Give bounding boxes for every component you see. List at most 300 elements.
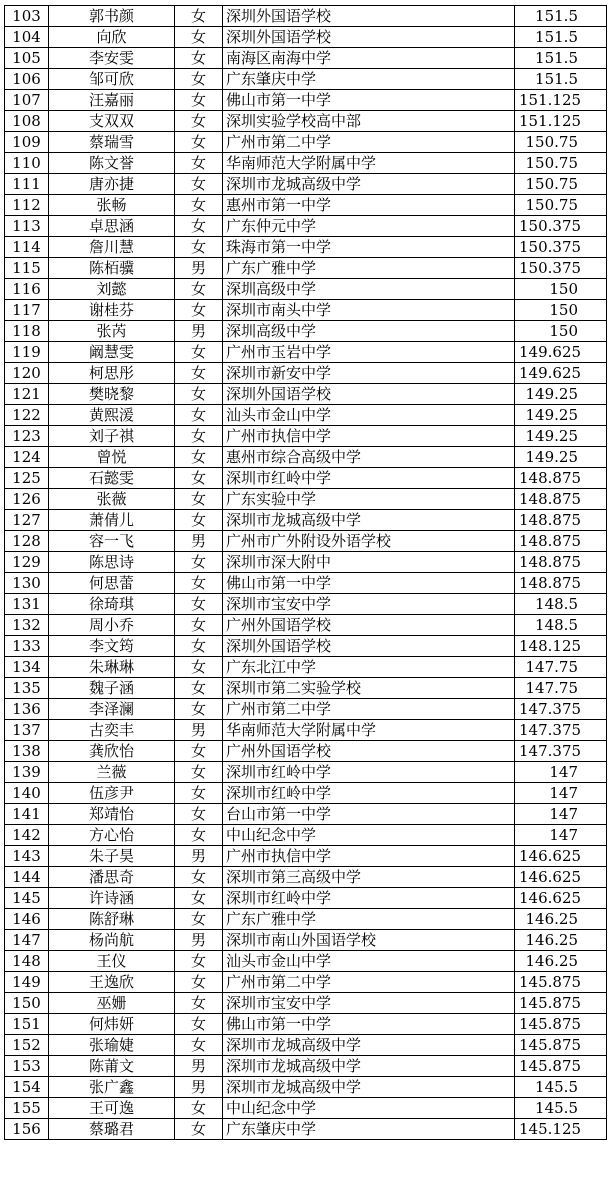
gender-cell: 女 (175, 237, 223, 258)
school-cell: 惠州市综合高级中学 (223, 447, 515, 468)
name-cell: 张广鑫 (49, 1077, 175, 1098)
rank-cell: 153 (5, 1056, 49, 1077)
gender-cell: 女 (175, 216, 223, 237)
table-row (5, 531, 607, 552)
score-cell: 147.375 (515, 741, 607, 762)
rank-cell: 152 (5, 1035, 49, 1056)
table-row (5, 636, 607, 657)
gender-cell: 女 (175, 510, 223, 531)
name-cell: 蔡璐君 (49, 1119, 175, 1140)
school-cell: 佛山市第一中学 (223, 1014, 515, 1035)
rank-cell: 144 (5, 867, 49, 888)
school-cell: 广州市玉岩中学 (223, 342, 515, 363)
rank-cell: 107 (5, 90, 49, 111)
table-row (5, 258, 607, 279)
rank-cell: 141 (5, 804, 49, 825)
score-cell: 148.125 (515, 636, 607, 657)
table-row (5, 972, 607, 993)
gender-cell: 男 (175, 720, 223, 741)
table-row (5, 69, 607, 90)
name-cell: 陈文誉 (49, 153, 175, 174)
table-row (5, 342, 607, 363)
school-cell: 深圳外国语学校 (223, 27, 515, 48)
gender-cell: 女 (175, 552, 223, 573)
rank-cell: 143 (5, 846, 49, 867)
name-cell: 巫姗 (49, 993, 175, 1014)
school-cell: 汕头市金山中学 (223, 951, 515, 972)
score-cell: 146.25 (515, 909, 607, 930)
name-cell: 古奕丰 (49, 720, 175, 741)
table-row (5, 573, 607, 594)
name-cell: 王逸欣 (49, 972, 175, 993)
score-cell: 150.375 (515, 258, 607, 279)
gender-cell: 女 (175, 132, 223, 153)
table-row (5, 762, 607, 783)
score-cell: 147 (515, 804, 607, 825)
school-cell: 中山纪念中学 (223, 825, 515, 846)
table-row (5, 132, 607, 153)
school-cell: 深圳市第二实验学校 (223, 678, 515, 699)
score-cell: 149.625 (515, 363, 607, 384)
rank-cell: 104 (5, 27, 49, 48)
score-cell: 147 (515, 783, 607, 804)
rank-cell: 119 (5, 342, 49, 363)
rank-cell: 146 (5, 909, 49, 930)
name-cell: 朱子昊 (49, 846, 175, 867)
table-row (5, 111, 607, 132)
name-cell: 龚欣怡 (49, 741, 175, 762)
score-cell: 147.75 (515, 657, 607, 678)
table-row (5, 1014, 607, 1035)
gender-cell: 女 (175, 741, 223, 762)
score-cell: 148.875 (515, 510, 607, 531)
gender-cell: 女 (175, 69, 223, 90)
gender-cell: 女 (175, 363, 223, 384)
rank-cell: 129 (5, 552, 49, 573)
rank-cell: 110 (5, 153, 49, 174)
score-cell: 150.375 (515, 237, 607, 258)
score-cell: 151.5 (515, 27, 607, 48)
name-cell: 徐琦琪 (49, 594, 175, 615)
score-cell: 145.875 (515, 993, 607, 1014)
table-row (5, 594, 607, 615)
gender-cell: 女 (175, 783, 223, 804)
gender-cell: 女 (175, 909, 223, 930)
school-cell: 深圳实验学校高中部 (223, 111, 515, 132)
table-row (5, 468, 607, 489)
name-cell: 李文筠 (49, 636, 175, 657)
name-cell: 张瑜婕 (49, 1035, 175, 1056)
table-row (5, 552, 607, 573)
table-row (5, 237, 607, 258)
name-cell: 刘懿 (49, 279, 175, 300)
rank-cell: 103 (5, 6, 49, 27)
name-cell: 许诗涵 (49, 888, 175, 909)
gender-cell: 女 (175, 195, 223, 216)
gender-cell: 女 (175, 300, 223, 321)
score-cell: 145.875 (515, 1014, 607, 1035)
name-cell: 支双双 (49, 111, 175, 132)
table-row (5, 825, 607, 846)
rank-cell: 138 (5, 741, 49, 762)
name-cell: 方心怡 (49, 825, 175, 846)
table-row (5, 846, 607, 867)
score-cell: 151.125 (515, 111, 607, 132)
school-cell: 深圳外国语学校 (223, 384, 515, 405)
school-cell: 深圳市红岭中学 (223, 762, 515, 783)
score-cell: 147 (515, 825, 607, 846)
name-cell: 容一飞 (49, 531, 175, 552)
score-cell: 150.75 (515, 132, 607, 153)
name-cell: 兰薇 (49, 762, 175, 783)
name-cell: 何炜妍 (49, 1014, 175, 1035)
school-cell: 台山市第一中学 (223, 804, 515, 825)
table-row (5, 153, 607, 174)
school-cell: 广州市执信中学 (223, 846, 515, 867)
name-cell: 向欣 (49, 27, 175, 48)
table-row (5, 699, 607, 720)
table-row (5, 384, 607, 405)
gender-cell: 女 (175, 867, 223, 888)
rank-cell: 117 (5, 300, 49, 321)
name-cell: 周小乔 (49, 615, 175, 636)
gender-cell: 女 (175, 27, 223, 48)
table-row (5, 447, 607, 468)
score-cell: 146.625 (515, 888, 607, 909)
school-cell: 深圳市宝安中学 (223, 993, 515, 1014)
table-row (5, 195, 607, 216)
name-cell: 樊晓黎 (49, 384, 175, 405)
name-cell: 谢桂芬 (49, 300, 175, 321)
table-row (5, 783, 607, 804)
rank-cell: 115 (5, 258, 49, 279)
rank-cell: 106 (5, 69, 49, 90)
school-cell: 广州市第二中学 (223, 699, 515, 720)
name-cell: 张芮 (49, 321, 175, 342)
gender-cell: 女 (175, 174, 223, 195)
score-cell: 146.625 (515, 867, 607, 888)
rank-cell: 135 (5, 678, 49, 699)
rank-cell: 123 (5, 426, 49, 447)
school-cell: 广州市广外附设外语学校 (223, 531, 515, 552)
rank-cell: 105 (5, 48, 49, 69)
gender-cell: 女 (175, 993, 223, 1014)
table-row (5, 174, 607, 195)
table-row (5, 363, 607, 384)
score-cell: 148.5 (515, 594, 607, 615)
score-cell: 149.25 (515, 384, 607, 405)
score-cell: 151.5 (515, 69, 607, 90)
score-cell: 145.875 (515, 972, 607, 993)
gender-cell: 女 (175, 153, 223, 174)
table-row (5, 27, 607, 48)
school-cell: 佛山市第一中学 (223, 573, 515, 594)
score-cell: 150.75 (515, 195, 607, 216)
score-cell: 148.875 (515, 573, 607, 594)
gender-cell: 女 (175, 489, 223, 510)
gender-cell: 女 (175, 384, 223, 405)
name-cell: 伍彦尹 (49, 783, 175, 804)
gender-cell: 女 (175, 405, 223, 426)
score-cell: 150 (515, 279, 607, 300)
gender-cell: 男 (175, 930, 223, 951)
table-row (5, 615, 607, 636)
table-row (5, 909, 607, 930)
school-cell: 深圳市龙城高级中学 (223, 174, 515, 195)
score-table-body (5, 6, 607, 1140)
name-cell: 李安雯 (49, 48, 175, 69)
rank-cell: 147 (5, 930, 49, 951)
gender-cell: 女 (175, 1035, 223, 1056)
school-cell: 深圳外国语学校 (223, 636, 515, 657)
rank-cell: 150 (5, 993, 49, 1014)
table-row (5, 678, 607, 699)
table-row (5, 6, 607, 27)
score-cell: 146.25 (515, 951, 607, 972)
gender-cell: 女 (175, 888, 223, 909)
gender-cell: 女 (175, 6, 223, 27)
school-cell: 佛山市第一中学 (223, 90, 515, 111)
gender-cell: 女 (175, 972, 223, 993)
table-row (5, 1098, 607, 1119)
school-cell: 南海区南海中学 (223, 48, 515, 69)
school-cell: 深圳市新安中学 (223, 363, 515, 384)
gender-cell: 女 (175, 48, 223, 69)
score-cell: 145.875 (515, 1056, 607, 1077)
name-cell: 卓思涵 (49, 216, 175, 237)
rank-cell: 116 (5, 279, 49, 300)
score-cell: 147.75 (515, 678, 607, 699)
gender-cell: 女 (175, 468, 223, 489)
score-cell: 148.875 (515, 531, 607, 552)
gender-cell: 女 (175, 1119, 223, 1140)
name-cell: 杨尚航 (49, 930, 175, 951)
school-cell: 深圳市红岭中学 (223, 468, 515, 489)
name-cell: 郑靖怡 (49, 804, 175, 825)
school-cell: 深圳市宝安中学 (223, 594, 515, 615)
table-row (5, 888, 607, 909)
school-cell: 广东北江中学 (223, 657, 515, 678)
score-cell: 148.875 (515, 468, 607, 489)
rank-cell: 151 (5, 1014, 49, 1035)
table-row (5, 867, 607, 888)
table-row (5, 951, 607, 972)
name-cell: 邹可欣 (49, 69, 175, 90)
name-cell: 潘思奇 (49, 867, 175, 888)
rank-cell: 122 (5, 405, 49, 426)
school-cell: 广东广雅中学 (223, 258, 515, 279)
rank-cell: 114 (5, 237, 49, 258)
name-cell: 魏子涵 (49, 678, 175, 699)
table-row (5, 1035, 607, 1056)
school-cell: 广州市第二中学 (223, 132, 515, 153)
gender-cell: 男 (175, 258, 223, 279)
score-cell: 148.875 (515, 552, 607, 573)
gender-cell: 女 (175, 426, 223, 447)
gender-cell: 女 (175, 1014, 223, 1035)
rank-cell: 149 (5, 972, 49, 993)
rank-cell: 124 (5, 447, 49, 468)
name-cell: 陈莆文 (49, 1056, 175, 1077)
rank-cell: 134 (5, 657, 49, 678)
name-cell: 张畅 (49, 195, 175, 216)
table-row (5, 426, 607, 447)
school-cell: 广州市执信中学 (223, 426, 515, 447)
score-cell: 151.5 (515, 48, 607, 69)
rank-cell: 118 (5, 321, 49, 342)
name-cell: 汪嘉丽 (49, 90, 175, 111)
school-cell: 深圳市龙城高级中学 (223, 510, 515, 531)
rank-cell: 154 (5, 1077, 49, 1098)
table-row (5, 90, 607, 111)
rank-cell: 132 (5, 615, 49, 636)
score-cell: 146.25 (515, 930, 607, 951)
score-cell: 146.625 (515, 846, 607, 867)
score-cell: 147 (515, 762, 607, 783)
rank-cell: 126 (5, 489, 49, 510)
rank-cell: 155 (5, 1098, 49, 1119)
gender-cell: 女 (175, 699, 223, 720)
score-cell: 151.5 (515, 6, 607, 27)
rank-cell: 139 (5, 762, 49, 783)
rank-cell: 113 (5, 216, 49, 237)
school-cell: 广东仲元中学 (223, 216, 515, 237)
school-cell: 深圳市红岭中学 (223, 783, 515, 804)
name-cell: 朱琳琳 (49, 657, 175, 678)
school-cell: 中山纪念中学 (223, 1098, 515, 1119)
rank-cell: 142 (5, 825, 49, 846)
table-row (5, 1119, 607, 1140)
gender-cell: 女 (175, 573, 223, 594)
table-row (5, 1056, 607, 1077)
score-cell: 149.25 (515, 426, 607, 447)
school-cell: 深圳外国语学校 (223, 6, 515, 27)
table-row (5, 930, 607, 951)
score-cell: 150.375 (515, 216, 607, 237)
score-cell: 147.375 (515, 699, 607, 720)
gender-cell: 女 (175, 90, 223, 111)
rank-cell: 120 (5, 363, 49, 384)
rank-cell: 121 (5, 384, 49, 405)
school-cell: 华南师范大学附属中学 (223, 153, 515, 174)
table-row (5, 993, 607, 1014)
gender-cell: 女 (175, 636, 223, 657)
table-row (5, 216, 607, 237)
school-cell: 惠州市第一中学 (223, 195, 515, 216)
gender-cell: 女 (175, 615, 223, 636)
school-cell: 深圳市红岭中学 (223, 888, 515, 909)
school-cell: 深圳高级中学 (223, 279, 515, 300)
rank-cell: 108 (5, 111, 49, 132)
rank-cell: 133 (5, 636, 49, 657)
gender-cell: 男 (175, 846, 223, 867)
school-cell: 广州外国语学校 (223, 615, 515, 636)
score-cell: 148.875 (515, 489, 607, 510)
rank-cell: 145 (5, 888, 49, 909)
score-cell: 150.75 (515, 174, 607, 195)
name-cell: 唐亦捷 (49, 174, 175, 195)
school-cell: 广东广雅中学 (223, 909, 515, 930)
score-table (4, 5, 607, 1140)
score-cell: 150 (515, 321, 607, 342)
rank-cell: 156 (5, 1119, 49, 1140)
gender-cell: 女 (175, 342, 223, 363)
table-row (5, 489, 607, 510)
gender-cell: 女 (175, 1098, 223, 1119)
score-cell: 151.125 (515, 90, 607, 111)
gender-cell: 男 (175, 321, 223, 342)
school-cell: 广州外国语学校 (223, 741, 515, 762)
table-row (5, 741, 607, 762)
score-cell: 147.375 (515, 720, 607, 741)
table-row (5, 1077, 607, 1098)
name-cell: 曾悦 (49, 447, 175, 468)
gender-cell: 女 (175, 678, 223, 699)
rank-cell: 136 (5, 699, 49, 720)
rank-cell: 130 (5, 573, 49, 594)
score-cell: 145.5 (515, 1098, 607, 1119)
school-cell: 广东实验中学 (223, 489, 515, 510)
school-cell: 深圳市龙城高级中学 (223, 1056, 515, 1077)
gender-cell: 男 (175, 1077, 223, 1098)
name-cell: 阚慧雯 (49, 342, 175, 363)
school-cell: 深圳市第三高级中学 (223, 867, 515, 888)
school-cell: 华南师范大学附属中学 (223, 720, 515, 741)
score-cell: 149.25 (515, 447, 607, 468)
table-row (5, 405, 607, 426)
gender-cell: 女 (175, 804, 223, 825)
name-cell: 蔡瑞雪 (49, 132, 175, 153)
score-cell: 149.625 (515, 342, 607, 363)
gender-cell: 女 (175, 447, 223, 468)
table-row (5, 300, 607, 321)
school-cell: 深圳高级中学 (223, 321, 515, 342)
name-cell: 刘子祺 (49, 426, 175, 447)
gender-cell: 女 (175, 594, 223, 615)
rank-cell: 131 (5, 594, 49, 615)
gender-cell: 女 (175, 825, 223, 846)
name-cell: 王仪 (49, 951, 175, 972)
rank-cell: 128 (5, 531, 49, 552)
table-row (5, 48, 607, 69)
table-row (5, 279, 607, 300)
school-cell: 深圳市龙城高级中学 (223, 1035, 515, 1056)
rank-cell: 125 (5, 468, 49, 489)
rank-cell: 148 (5, 951, 49, 972)
school-cell: 汕头市金山中学 (223, 405, 515, 426)
name-cell: 陈舒琳 (49, 909, 175, 930)
school-cell: 广东肇庆中学 (223, 1119, 515, 1140)
name-cell: 王可逸 (49, 1098, 175, 1119)
name-cell: 萧倩儿 (49, 510, 175, 531)
name-cell: 詹川慧 (49, 237, 175, 258)
school-cell: 深圳市南山外国语学校 (223, 930, 515, 951)
name-cell: 陈思诗 (49, 552, 175, 573)
table-row (5, 720, 607, 741)
score-cell: 149.25 (515, 405, 607, 426)
name-cell: 张薇 (49, 489, 175, 510)
school-cell: 广州市第二中学 (223, 972, 515, 993)
rank-cell: 127 (5, 510, 49, 531)
rank-cell: 137 (5, 720, 49, 741)
name-cell: 陈栢骥 (49, 258, 175, 279)
school-cell: 深圳市龙城高级中学 (223, 1077, 515, 1098)
gender-cell: 女 (175, 657, 223, 678)
school-cell: 广东肇庆中学 (223, 69, 515, 90)
name-cell: 何思蕾 (49, 573, 175, 594)
name-cell: 柯思彤 (49, 363, 175, 384)
gender-cell: 女 (175, 762, 223, 783)
